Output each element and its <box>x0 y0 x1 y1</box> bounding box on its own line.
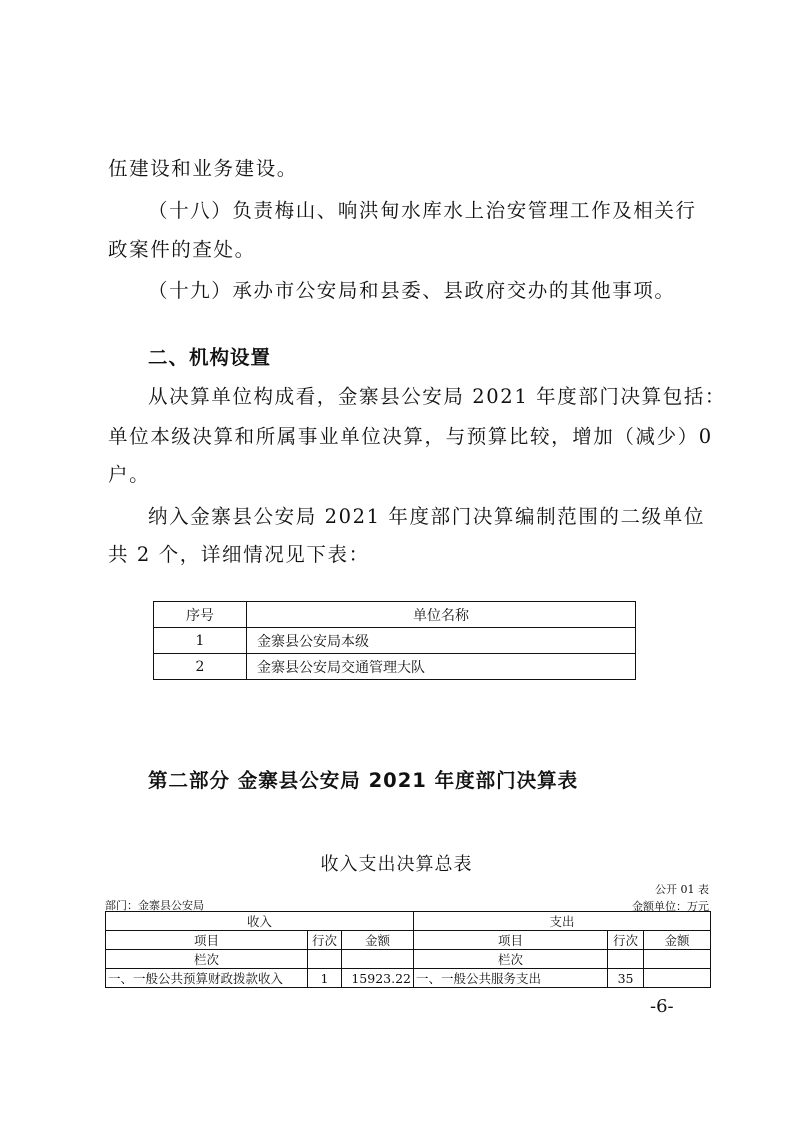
income-amount: 15923.22 <box>342 969 414 988</box>
department-label: 部门：金寨县公安局 <box>105 899 204 912</box>
amount-unit-label: 金额单位：万元 <box>632 900 709 913</box>
expense-amount-header: 金额 <box>644 931 711 950</box>
row-unit-name: 金寨县公安局交通管理大队 <box>247 654 636 680</box>
expense-header: 支出 <box>414 912 711 931</box>
section-heading-org: 二、机构设置 <box>148 346 272 369</box>
org-paragraph-line3: 户。 <box>108 463 151 486</box>
income-row-header: 行次 <box>308 931 342 950</box>
row-index: 1 <box>154 628 247 654</box>
unit-table <box>153 601 636 680</box>
row-index: 2 <box>154 654 247 680</box>
empty-cell <box>644 950 711 969</box>
expense-amount <box>644 969 711 988</box>
paragraph-item-18-cont: 政案件的查处。 <box>108 238 256 261</box>
expense-row-number: 35 <box>608 969 644 988</box>
page-number: -6- <box>650 996 674 1017</box>
table-row <box>154 628 636 654</box>
table-row <box>154 654 636 680</box>
form-number: 公开 01 表 <box>655 883 709 896</box>
table-header-row <box>106 931 711 950</box>
expense-item: 一、一般公共服务支出 <box>414 969 608 988</box>
income-item: 一、一般公共预算财政拨款收入 <box>106 969 308 988</box>
scope-paragraph-line2: 共 2 个，详细情况见下表： <box>108 543 370 566</box>
header-index: 序号 <box>154 602 247 628</box>
income-amount-header: 金额 <box>342 931 414 950</box>
paragraph-continuation: 伍建设和业务建设。 <box>108 157 298 180</box>
paragraph-item-18: （十八）负责梅山、响洪甸水库水上治安管理工作及相关行 <box>148 199 697 222</box>
empty-cell <box>342 950 414 969</box>
table-header-row <box>154 602 636 628</box>
org-paragraph-line2: 单位本级决算和所属事业单位决算，与预算比较，增加（减少）0 <box>108 425 713 448</box>
table-header-row <box>106 912 711 931</box>
org-paragraph-line1: 从决算单位构成看，金寨县公安局 2021 年度部门决算包括： <box>148 385 727 408</box>
table-row <box>106 950 711 969</box>
income-row-number: 1 <box>308 969 342 988</box>
expense-row-header: 行次 <box>608 931 644 950</box>
empty-cell <box>308 950 342 969</box>
expense-lanci-label: 栏次 <box>414 950 608 969</box>
row-unit-name: 金寨县公安局本级 <box>247 628 636 654</box>
header-unit-name: 单位名称 <box>247 602 636 628</box>
empty-cell <box>608 950 644 969</box>
income-item-header: 项目 <box>106 931 308 950</box>
summary-table <box>105 911 711 988</box>
part-two-heading: 第二部分 金寨县公安局 2021 年度部门决算表 <box>148 769 579 792</box>
income-lanci-label: 栏次 <box>106 950 308 969</box>
expense-item-header: 项目 <box>414 931 608 950</box>
paragraph-item-19: （十九）承办市公安局和县委、县政府交办的其他事项。 <box>148 279 676 302</box>
table-row <box>106 969 711 988</box>
income-header: 收入 <box>106 912 414 931</box>
summary-table-title: 收入支出决算总表 <box>320 854 473 875</box>
scope-paragraph-line1: 纳入金寨县公安局 2021 年度部门决算编制范围的二级单位 <box>148 505 705 528</box>
